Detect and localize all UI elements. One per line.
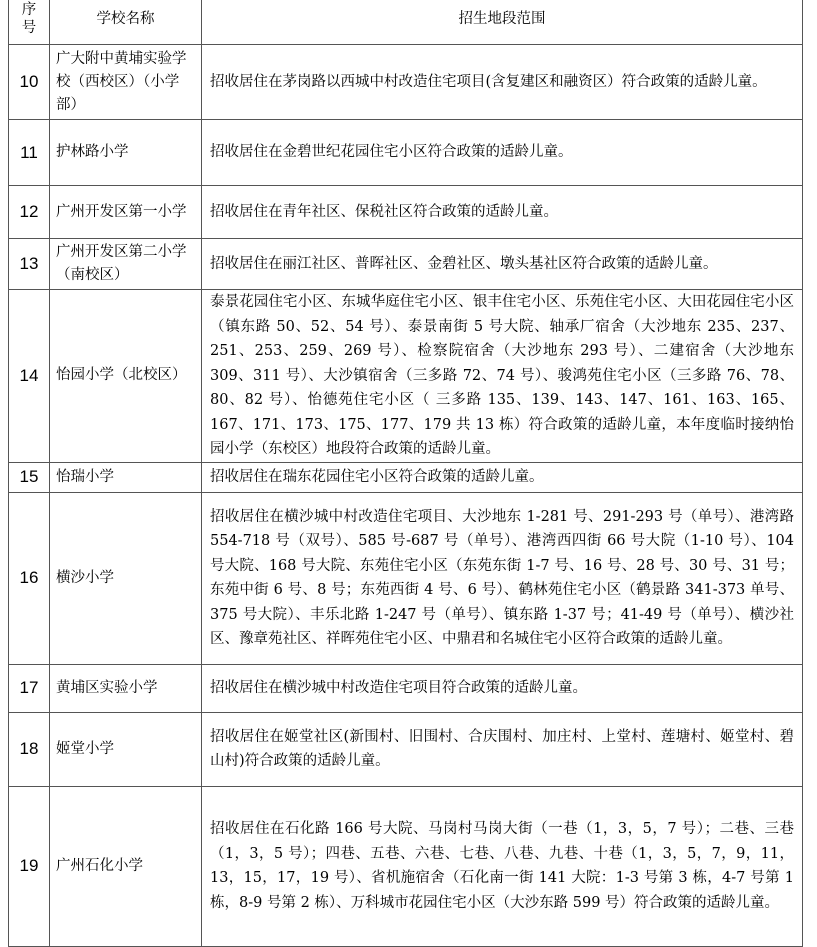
enrollment-range: 招收居住在茅岗路以西城中村改造住宅项目(含复建区和融资区）符合政策的适龄儿童。 xyxy=(202,45,803,120)
header-number-label: 序号 xyxy=(21,1,37,36)
table-row xyxy=(9,462,803,492)
enrollment-range: 招收居住在横沙城中村改造住宅项目、大沙地东 1-281 号、291-293 号（单号）、港湾路 554-718 号（双号）、585 号-687 号（单号）、港湾西四街 66 号大院（1-10 号）、104 号大院、168 号大院、东苑住宅小区（东苑东街 1-7 号、16 号、28 号、30 号、31 号；东苑中街 6 号、8 号；东苑西街 4 号、6 号）、鹤林苑住宅小区（鹤景路 341-373 单号、375 号大院）、丰乐北路 1-247 号（单号）、镇东路 1-37 号；41-49 号（单号）、横沙社区、豫章苑社区、祥晖苑住宅小区、中鼎君和名城住宅小区符合政策的适龄儿童。 xyxy=(202,492,803,664)
row-number: 18 xyxy=(9,712,50,786)
school-name: 姬堂小学 xyxy=(50,712,202,786)
header-school: 学校名称 xyxy=(50,0,202,45)
enrollment-range: 招收居住在石化路 166 号大院、马岗村马岗大街（一巷（1，3，5，7 号）；二巷、三巷（1，3，5 号）；四巷、五巷、六巷、七巷、八巷、九巷、十巷（1，3，5，7，9，11，13，15，17，19 号）、省机施宿舍（石化南一街 141 大院：1-3 号第 3 栋，4-7 号第 1 栋，8-9 号第 2 栋）、万科城市花园住宅小区（大沙东路 599 号）符合政策的适龄儿童。 xyxy=(202,786,803,946)
school-name: 广大附中黄埔实验学校（西校区）（小学部） xyxy=(50,45,202,120)
enrollment-range: 招收居住在姬堂社区(新围村、旧围村、合庆围村、加庄村、上堂村、莲塘村、姬堂村、碧山村)符合政策的适龄儿童。 xyxy=(202,712,803,786)
table-row xyxy=(9,664,803,712)
header-row xyxy=(9,0,803,45)
school-name: 怡园小学（北校区） xyxy=(50,290,202,463)
school-name: 广州开发区第二小学（南校区） xyxy=(50,239,202,290)
row-number: 12 xyxy=(9,186,50,239)
row-number: 14 xyxy=(9,290,50,463)
table-row xyxy=(9,120,803,186)
school-name: 横沙小学 xyxy=(50,492,202,664)
table-row xyxy=(9,239,803,290)
school-name: 黄埔区实验小学 xyxy=(50,664,202,712)
row-number: 11 xyxy=(9,120,50,186)
school-name: 护林路小学 xyxy=(50,120,202,186)
table-row xyxy=(9,492,803,664)
table-row xyxy=(9,186,803,239)
enrollment-range: 招收居住在青年社区、保税社区符合政策的适龄儿童。 xyxy=(202,186,803,239)
school-name: 怡瑞小学 xyxy=(50,462,202,492)
enrollment-range: 招收居住在横沙城中村改造住宅项目符合政策的适龄儿童。 xyxy=(202,664,803,712)
row-number: 10 xyxy=(9,45,50,120)
enrollment-range: 招收居住在金碧世纪花园住宅小区符合政策的适龄儿童。 xyxy=(202,120,803,186)
header-number xyxy=(9,0,50,45)
enrollment-range: 招收居住在丽江社区、普晖社区、金碧社区、墩头基社区符合政策的适龄儿童。 xyxy=(202,239,803,290)
row-number: 19 xyxy=(9,786,50,946)
school-name: 广州石化小学 xyxy=(50,786,202,946)
table-row xyxy=(9,712,803,786)
row-number: 16 xyxy=(9,492,50,664)
table-row xyxy=(9,290,803,463)
header-range: 招生地段范围 xyxy=(202,0,803,45)
enrollment-range: 泰景花园住宅小区、东城华庭住宅小区、银丰住宅小区、乐苑住宅小区、大田花园住宅小区（镇东路 50、52、54 号）、泰景南街 5 号大院、轴承厂宿舍（大沙地东 235、237、251、253、259、269 号）、检察院宿舍（大沙地东 293 号）、二建宿舍（大沙地东 309、311 号）、大沙镇宿舍（三多路 72、74 号）、骏鸿苑住宅小区（三多路 76、78、80、82 号）、怡德苑住宅小区（ 三多路 135、139、143、147、161、163、165、167、171、173、175、177、179 共 13 栋）符合政策的适龄儿童，本年度临时接纳怡园小学（东校区）地段符合政策的适龄儿童。 xyxy=(202,290,803,463)
enrollment-table xyxy=(8,0,803,947)
table-row xyxy=(9,786,803,946)
school-name: 广州开发区第一小学 xyxy=(50,186,202,239)
row-number: 13 xyxy=(9,239,50,290)
enrollment-range: 招收居住在瑞东花园住宅小区符合政策的适龄儿童。 xyxy=(202,462,803,492)
table-row xyxy=(9,45,803,120)
row-number: 17 xyxy=(9,664,50,712)
row-number: 15 xyxy=(9,462,50,492)
